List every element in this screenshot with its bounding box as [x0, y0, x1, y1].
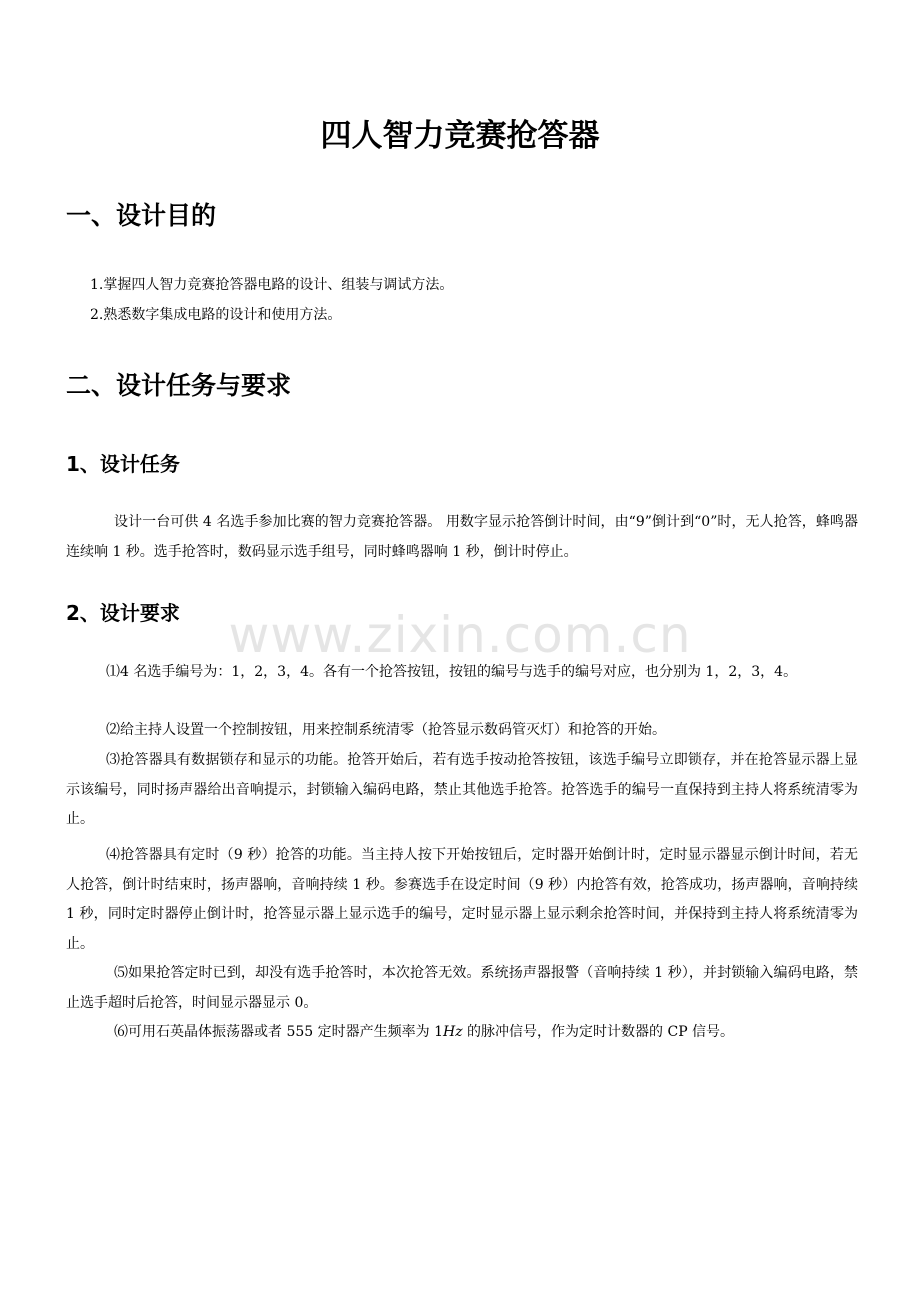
- task-text: 设计一台可供 4 名选手参加比赛的智力竞赛抢答器。 用数字显示抢答倒计时间，由“9”倒计到“0”时，无人抢答，蜂鸣器连续响 1 秒。选手抢答时，数码显示选手组号，同时蜂鸣器响 1 秒，倒计时停止。: [66, 514, 858, 560]
- purpose-item-1: 1.掌握四人智力竞赛抢答器电路的设计、组装与调试方法。: [90, 277, 454, 293]
- requirement-item-3: ⑶抢答器具有数据锁存和显示的功能。抢答开始后，若有选手按动抢答按钮，该选手编号立即锁存，并在抢答显示器上显示该编号，同时扬声器给出音响提示，封锁输入编码电路，禁止其他选手抢答。抢答选手的编号一直保持到主持人将系统清零为止。: [66, 752, 858, 828]
- watermark: www.zixin.com.cn: [228, 606, 692, 664]
- requirement-item-6-after: 的脉冲信号，作为定时计数器的 CP 信号。: [462, 1024, 735, 1040]
- requirement-item-5: ⑸如果抢答定时已到，却没有选手抢答时，本次抢答无效。系统扬声器报警（音响持续 1 秒），并封锁输入编码电路，禁止选手超时后抢答，时间显示器显示 0。: [66, 965, 858, 1011]
- section2-heading: 二、设计任务与要求: [66, 371, 292, 400]
- section1-heading: 一、设计目的: [66, 201, 217, 230]
- requirement-item-6: [66, 1018, 858, 1048]
- page-title: 四人智力竞赛抢答器: [320, 118, 600, 154]
- requirement-item-4: ⑷抢答器具有定时（9 秒）抢答的功能。当主持人按下开始按钮后，定时器开始倒计时，定时显示器显示倒计时间，若无人抢答，倒计时结束时，扬声器响，音响持续 1 秒。参赛选手在设定时间（9 秒）内抢答有效，抢答成功，扬声器响，音响持续 1 秒，同时定时器停止倒计时，抢答显示器上显示选手的编号，定时显示器上显示剩余抢答时间，并保持到主持人将系统清零为止。: [66, 847, 858, 952]
- requirements-heading: 2、设计要求: [66, 601, 180, 625]
- requirement-item-2: ⑵给主持人设置一个控制按钮，用来控制系统清零（抢答显示数码管灭灯）和抢答的开始。: [106, 722, 666, 738]
- task-heading: 1、设计任务: [66, 452, 180, 476]
- purpose-item-2: 2.熟悉数字集成电路的设计和使用方法。: [90, 307, 342, 323]
- frequency-unit: Hz: [442, 1024, 463, 1040]
- requirement-item-1: ⑴4 名选手编号为：1，2，3，4。各有一个抢答按钮，按钮的编号与选手的编号对应，也分别为 1，2，3，4。: [106, 664, 798, 680]
- requirement-item-6-before: ⑹可用石英晶体振荡器或者 555 定时器产生频率为 1: [114, 1024, 443, 1040]
